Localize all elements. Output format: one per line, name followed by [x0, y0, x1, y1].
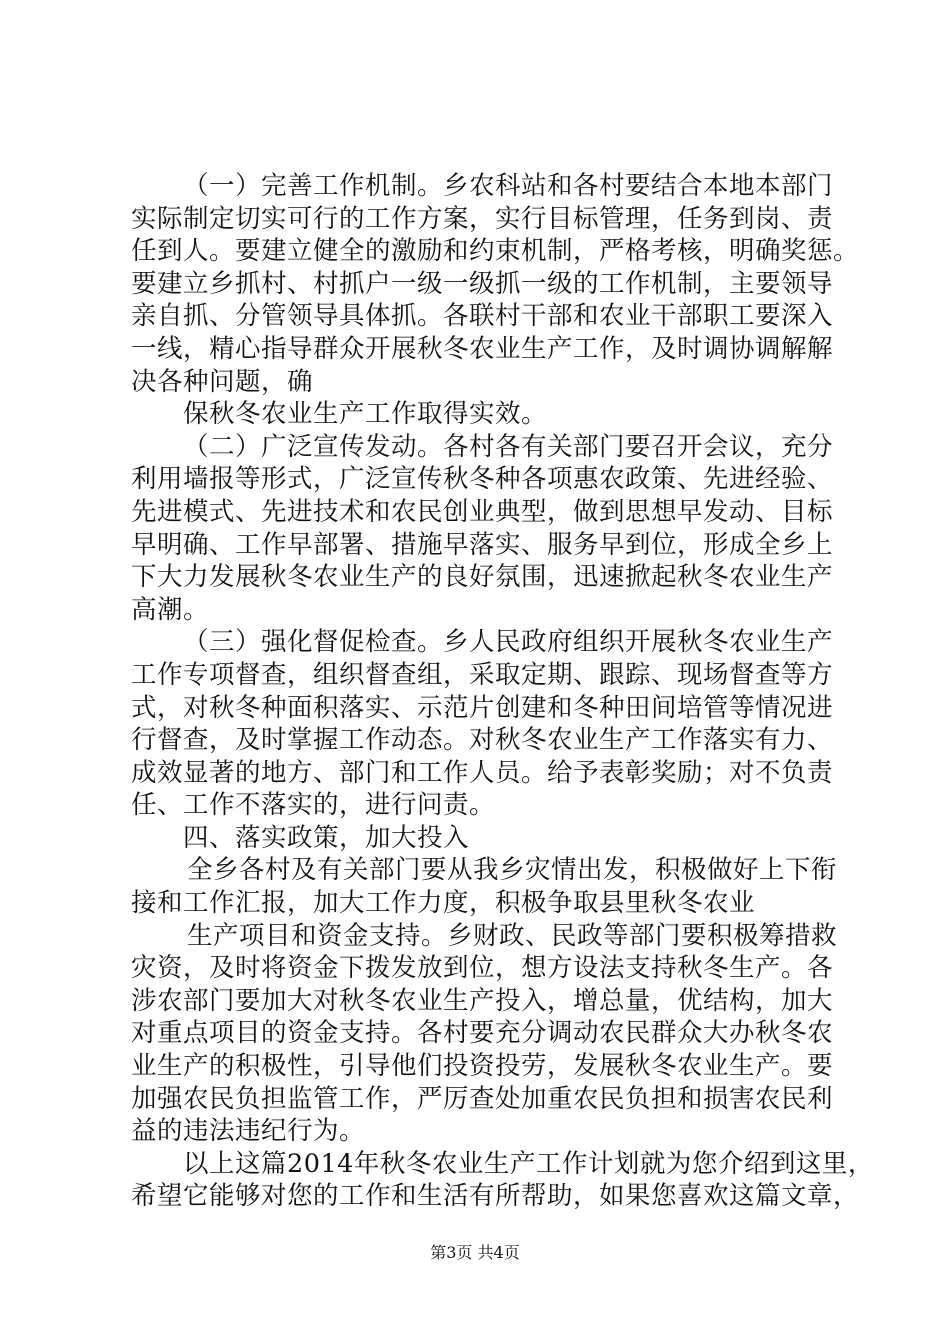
text-line: 全乡各村及有关部门要从我乡灾情出发，积极做好上下衔 [187, 855, 838, 886]
text-line: 工作专项督查，组织督查组，采取定期、跟踪、现场督查等方 [131, 659, 834, 690]
text-line: 对重点项目的资金支持。各村要充分调动农民群众大办秋冬农 [131, 1018, 834, 1049]
text-line: 早明确、工作早部署、措施早落实、服务早到位，形成全乡上 [131, 529, 834, 560]
text-line: （三）强化督促检查。乡人民政府组织开展秋冬农业生产 [183, 627, 834, 658]
text-line: 任、工作不落实的，进行问责。 [131, 790, 496, 821]
text-line: 利用墙报等形式，广泛宣传秋冬种各项惠农政策、先进经验、 [131, 464, 834, 495]
text-line: 接和工作汇报，加大工作力度，积极争取县里秋冬农业 [131, 888, 756, 919]
text-line: 灾资，及时将资金下拨发放到位，想方设法支持秋冬生产。各 [131, 953, 834, 984]
text-line: 保秋冬农业生产工作取得实效。 [183, 399, 548, 430]
text-line: 四、落实政策，加大投入 [183, 822, 470, 853]
text-line: 希望它能够对您的工作和生活有所帮助，如果您喜欢这篇文章， [131, 1181, 860, 1212]
text-line: 以上这篇2014年秋冬农业生产工作计划就为您介绍到这里， [183, 1148, 874, 1179]
text-line: 业生产的积极性，引导他们投资投劳，发展秋冬农业生产。要 [131, 1051, 834, 1082]
text-line: 加强农民负担监管工作，严厉查处加重农民负担和损害农民利 [131, 1083, 834, 1114]
text-line: 要建立乡抓村、村抓户一级一级抓一级的工作机制，主要领导 [131, 268, 834, 299]
text-line: （一）完善工作机制。乡农科站和各村要结合本地本部门 [183, 171, 834, 201]
text-line: 实际制定切实可行的工作方案，实行目标管理，任务到岗、责 [131, 203, 834, 234]
text-line: 亲自抓、分管领导具体抓。各联村干部和农业干部职工要深入 [131, 301, 834, 332]
text-line: 决各种问题，确 [131, 366, 314, 397]
text-line: 一线，精心指导群众开展秋冬农业生产工作，及时调协调解解 [131, 333, 834, 364]
text-line: 行督查，及时掌握工作动态。对秋冬农业生产工作落实有力、 [131, 725, 834, 756]
page-footer: 第3页 共4页 [430, 1243, 520, 1262]
text-line: 成效显著的地方、部门和工作人员。给予表彰奖励；对不负责 [131, 757, 834, 788]
text-line: 下大力发展秋冬农业生产的良好氛围，迅速掀起秋冬农业生产 [131, 562, 834, 593]
text-line: 先进模式、先进技术和农民创业典型，做到思想早发动、目标 [131, 496, 834, 527]
text-line: 涉农部门要加大对秋冬农业生产投入，增总量，优结构，加大 [131, 985, 834, 1016]
text-line: 生产项目和资金支持。乡财政、民政等部门要积极筹措救 [187, 920, 838, 951]
text-line: 任到人。要建立健全的激励和约束机制，严格考核，明确奖惩。 [131, 236, 860, 267]
document-body [131, 170, 874, 1213]
text-line: 益的违法违纪行为。 [131, 1116, 366, 1147]
text-line: 式，对秋冬种面积落实、示范片创建和冬种田间培管等情况进 [131, 692, 834, 723]
text-line: 高潮。 [131, 594, 210, 625]
text-line: （二）广泛宣传发动。各村各有关部门要召开会议，充分 [183, 431, 834, 462]
